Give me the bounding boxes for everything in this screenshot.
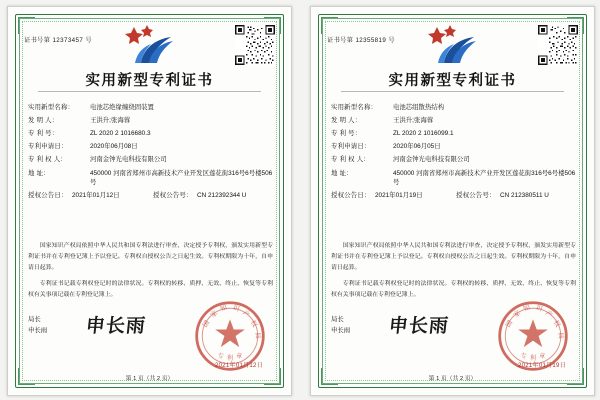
qr-code (235, 25, 275, 65)
certificate-number: 证书号第 12373457 号 (24, 37, 92, 44)
svg-text:知: 知 (219, 303, 229, 314)
svg-text:局: 局 (253, 331, 263, 340)
signature-block (331, 303, 576, 369)
publication-date (28, 191, 153, 201)
field-row (331, 142, 576, 152)
field-row (331, 116, 576, 126)
field-label: 发 明 人： (28, 117, 59, 125)
svg-text:识: 识 (534, 303, 544, 314)
signature-block (28, 303, 273, 369)
publication-row (28, 191, 273, 201)
field-label: 地 址： (331, 169, 353, 177)
svg-text:利: 利 (226, 355, 234, 363)
field-row-address (28, 169, 273, 188)
field-label: 实用新型名称： (28, 104, 75, 111)
field-value: 2021年01月19日 (375, 191, 423, 199)
page-title: 实用新型专利证书 (388, 73, 517, 89)
cnipa-logo-icon (121, 23, 179, 67)
field-value: ZL 2020 2 1016099.1 (393, 130, 454, 138)
director-signature: 申长雨 (84, 315, 148, 337)
publication-date (331, 191, 456, 201)
legal-paragraph: 专利证书记载专利权登记时的法律状况。专利权的转移、质押、无效、终止、恢复等专利权有关事项记载在专利登记簿上。 (28, 280, 273, 298)
field-value: CN 212392344 U (197, 191, 247, 199)
legal-text (331, 241, 576, 306)
legal-paragraph: 国家知识产权局依照中华人民共和国专利法进行审查，决定授予专利权，颁发实用新型专利证书并在专利登记簿上予以登记。专利权自授权公告之日起生效。专利权期限为十年，自申请日起算。 (331, 243, 576, 271)
svg-text:局: 局 (556, 331, 566, 340)
field-row (331, 155, 576, 165)
field-value: 河南金钟光电科技有限公司 (393, 156, 470, 164)
field-row (28, 155, 273, 165)
legal-paragraph: 国家知识产权局依照中华人民共和国专利法进行审查，决定授予专利权，颁发实用新型专利证书并在专利登记簿上予以登记。专利权自授权公告之日起生效。专利权期限为十年，自申请日起算。 (28, 243, 273, 271)
field-label: 专 利 权 人： (331, 156, 370, 164)
field-value: 450000 河南省郑州市高新技术产业开发区莲花街316号6号楼506号 (393, 169, 576, 187)
field-label: 发 明 人： (331, 117, 362, 125)
field-value: 电池芯绝缘缠绕固装置 (90, 104, 154, 111)
field-label: 专 利 号： (28, 130, 59, 138)
page-footer: 第 1 页（共 2 页） (428, 376, 477, 382)
field-value: 2020年06月08日 (90, 143, 138, 151)
field-row-address (331, 169, 576, 188)
seal-date: 2021年01月12日 (215, 363, 263, 369)
legal-paragraph: 专利证书记载专利权登记时的法律状况。专利权的转移、质押、无效、终止、恢复等专利权有关事项记载在专利登记簿上。 (331, 280, 576, 298)
publication-number (153, 191, 246, 201)
svg-text:权: 权 (551, 318, 563, 329)
field-value: 王洪升;张海蓉 (393, 117, 434, 125)
certificate-number: 证书号第 12355819 号 (327, 37, 395, 44)
svg-text:国: 国 (503, 318, 515, 329)
field-row (331, 129, 576, 139)
field-row (28, 142, 273, 152)
field-value: ZL 2020 2 1016680.3 (90, 130, 151, 138)
field-label: 专 利 权 人： (28, 156, 67, 164)
svg-text:产: 产 (544, 308, 555, 320)
field-value: 2021年01月12日 (72, 191, 120, 199)
svg-text:专: 专 (520, 353, 527, 361)
svg-text:章: 章 (539, 353, 546, 361)
svg-text:产: 产 (241, 308, 252, 320)
svg-text:知: 知 (522, 303, 532, 314)
certificate-header (24, 23, 275, 69)
field-row (28, 116, 273, 126)
certificate-fields (28, 103, 273, 204)
field-row (28, 103, 273, 113)
field-value: 王洪升;张海蓉 (90, 117, 131, 125)
field-label: 授权公告号： (153, 191, 193, 199)
certificate-page-2 (310, 6, 595, 396)
svg-text:章: 章 (236, 353, 243, 361)
field-value: 河南金钟光电科技有限公司 (90, 156, 167, 164)
field-value: CN 212380511 U (500, 191, 549, 199)
certificate-header (327, 23, 578, 69)
field-value: 电池芯组散热结构 (393, 104, 445, 111)
svg-text:权: 权 (248, 318, 260, 329)
svg-text:家: 家 (208, 308, 219, 320)
svg-text:国: 国 (200, 318, 212, 329)
title-divider (38, 91, 261, 92)
seal-date: 2021年01月19日 (518, 363, 566, 369)
field-label: 地 址： (28, 169, 50, 177)
legal-text (28, 241, 273, 306)
svg-text:利: 利 (529, 355, 537, 363)
field-label: 专利申请日： (28, 143, 68, 151)
certificate-page-1 (7, 6, 292, 396)
field-value: 450000 河南省郑州市高新技术产业开发区莲花街316号6号楼506号 (90, 169, 273, 187)
svg-text:家: 家 (511, 308, 522, 320)
publication-number (456, 191, 549, 201)
field-value: 2020年06月05日 (393, 143, 441, 151)
field-label: 授权公告日： (331, 191, 371, 199)
director-label: 局长 申长雨 (331, 316, 351, 334)
certificate-fields (331, 103, 576, 204)
director-label: 局长 申长雨 (28, 316, 48, 334)
cnipa-logo-icon (424, 23, 482, 67)
title-divider (341, 91, 564, 92)
field-label: 专 利 号： (331, 130, 362, 138)
field-row (331, 103, 576, 113)
publication-row (331, 191, 576, 201)
page-footer: 第 1 页（共 2 页） (125, 376, 174, 382)
field-label: 授权公告号： (456, 191, 496, 199)
qr-code (538, 25, 578, 65)
director-signature: 申长雨 (387, 315, 451, 337)
page-title: 实用新型专利证书 (85, 73, 214, 89)
field-label: 实用新型名称： (331, 104, 378, 111)
svg-text:识: 识 (231, 303, 241, 314)
field-row (28, 129, 273, 139)
svg-text:专: 专 (217, 353, 224, 361)
field-label: 授权公告日： (28, 191, 68, 199)
field-label: 专利申请日： (331, 143, 371, 151)
